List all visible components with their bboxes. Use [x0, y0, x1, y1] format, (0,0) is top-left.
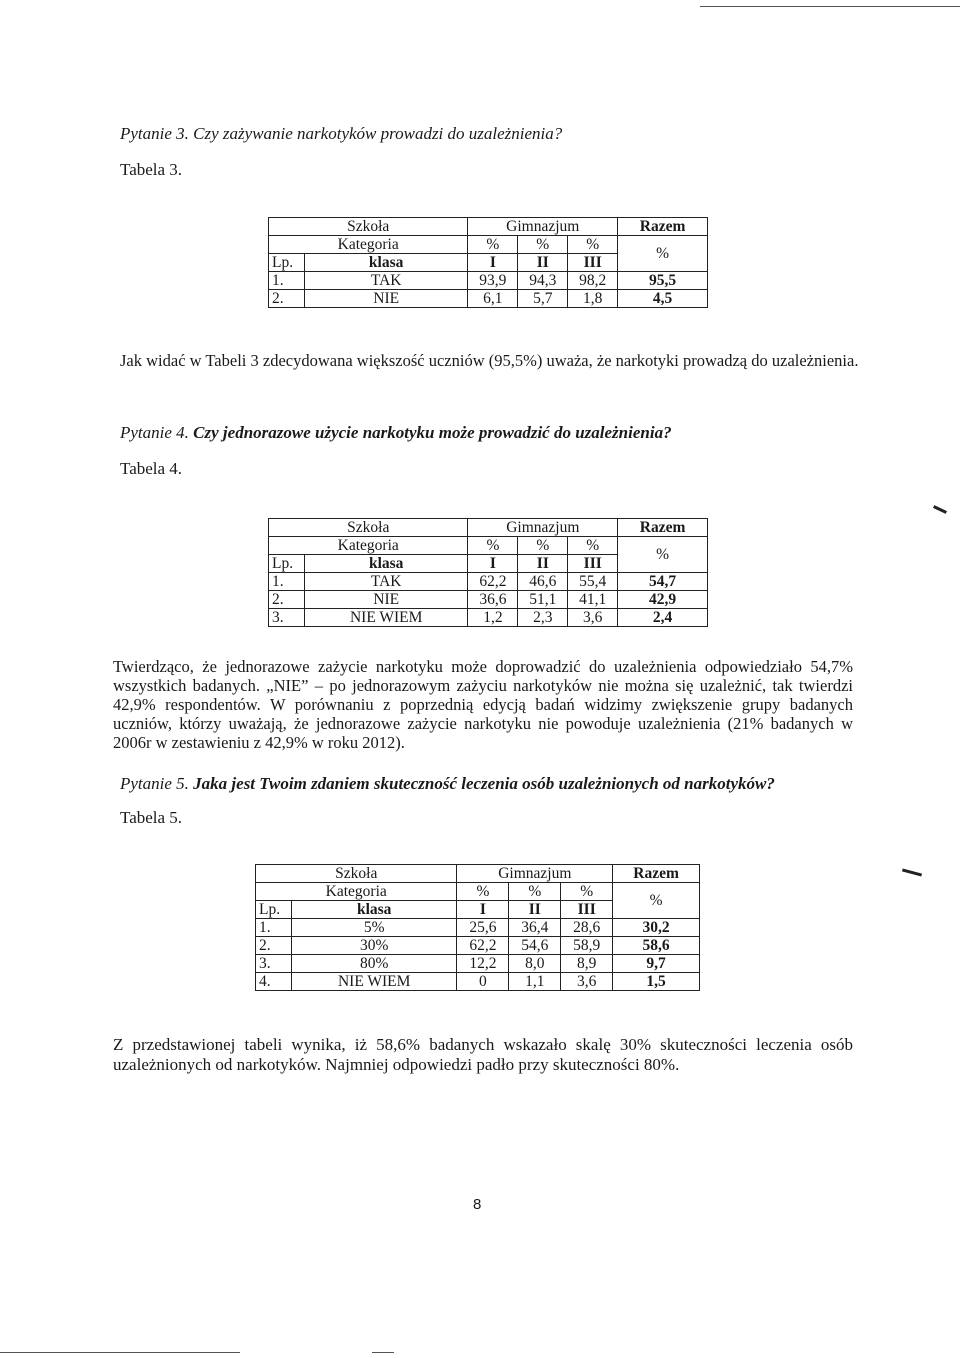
header-razem-pct: % [618, 537, 708, 573]
scan-mark [902, 868, 922, 876]
row-value: 51,1 [518, 591, 568, 609]
row-lp: 2. [256, 937, 292, 955]
row-value: 98,2 [568, 272, 618, 290]
row-label: 30% [291, 937, 457, 955]
table-3-comment: Jak widać w Tabeli 3 zdecydowana większość uczniów (95,5%) uważa, że narkotyki prowadzą do uzależnienia. [120, 351, 859, 370]
header-pct-2: % [509, 883, 561, 901]
header-class-1: I [468, 555, 518, 573]
row-label: NIE WIEM [291, 973, 457, 991]
scan-mark [933, 505, 947, 514]
row-lp: 2. [269, 290, 305, 308]
row-lp: 3. [256, 955, 292, 973]
header-lp: Lp. [269, 555, 305, 573]
page-number: 8 [473, 1196, 482, 1213]
header-pct-1: % [468, 236, 518, 254]
header-pct-1: % [468, 537, 518, 555]
header-klasa: klasa [304, 254, 467, 272]
row-value: 6,1 [468, 290, 518, 308]
header-szkola: Szkoła [256, 865, 457, 883]
row-value: 0 [457, 973, 509, 991]
header-class-3: III [568, 555, 618, 573]
scan-edge-bottom [372, 1352, 394, 1353]
row-value: 1,8 [568, 290, 618, 308]
question-3-heading [120, 124, 562, 144]
row-total: 95,5 [618, 272, 708, 290]
header-razem: Razem [613, 865, 700, 883]
row-label: NIE [304, 290, 467, 308]
row-total: 2,4 [618, 609, 708, 627]
header-kategoria: Kategoria [269, 537, 468, 555]
row-value: 25,6 [457, 919, 509, 937]
row-total: 9,7 [613, 955, 700, 973]
header-class-1: I [468, 254, 518, 272]
table-3 [268, 217, 708, 308]
row-value: 36,6 [468, 591, 518, 609]
header-klasa: klasa [291, 901, 457, 919]
row-lp: 1. [256, 919, 292, 937]
header-class-1: I [457, 901, 509, 919]
row-lp: 2. [269, 591, 305, 609]
header-razem: Razem [618, 218, 708, 236]
row-value: 1,1 [509, 973, 561, 991]
row-total: 4,5 [618, 290, 708, 308]
row-lp: 1. [269, 573, 305, 591]
row-value: 5,7 [518, 290, 568, 308]
table-row [256, 919, 700, 937]
table-row [269, 591, 708, 609]
header-razem-pct: % [618, 236, 708, 272]
header-gimnazjum: Gimnazjum [468, 519, 618, 537]
table-4 [268, 518, 708, 627]
row-value: 93,9 [468, 272, 518, 290]
header-class-3: III [568, 254, 618, 272]
header-class-2: II [509, 901, 561, 919]
header-pct-3: % [568, 537, 618, 555]
question-5-heading [120, 774, 775, 794]
row-value: 94,3 [518, 272, 568, 290]
header-lp: Lp. [256, 901, 292, 919]
header-pct-3: % [568, 236, 618, 254]
header-class-2: II [518, 254, 568, 272]
row-value: 3,6 [568, 609, 618, 627]
table-row [269, 573, 708, 591]
row-value: 8,9 [561, 955, 613, 973]
row-value: 28,6 [561, 919, 613, 937]
header-class-2: II [518, 555, 568, 573]
table-row [256, 973, 700, 991]
row-value: 1,2 [468, 609, 518, 627]
table-row [269, 272, 708, 290]
row-total: 58,6 [613, 937, 700, 955]
header-gimnazjum: Gimnazjum [468, 218, 618, 236]
row-value: 12,2 [457, 955, 509, 973]
row-value: 62,2 [468, 573, 518, 591]
header-szkola: Szkoła [269, 519, 468, 537]
question-prefix: Pytanie 4. [120, 423, 189, 442]
row-value: 58,9 [561, 937, 613, 955]
row-value: 54,6 [509, 937, 561, 955]
table-5-label: Tabela 5. [120, 808, 183, 827]
header-lp: Lp. [269, 254, 305, 272]
question-text: Czy jednorazowe użycie narkotyku może prowadzić do uzależnienia? [193, 423, 672, 442]
row-label: 80% [291, 955, 457, 973]
header-kategoria: Kategoria [269, 236, 468, 254]
table-5 [255, 864, 700, 991]
row-lp: 1. [269, 272, 305, 290]
table-row [269, 290, 708, 308]
table-row [256, 937, 700, 955]
header-class-3: III [561, 901, 613, 919]
scan-edge-top [700, 6, 960, 7]
row-lp: 3. [269, 609, 305, 627]
header-gimnazjum: Gimnazjum [457, 865, 613, 883]
row-value: 2,3 [518, 609, 568, 627]
row-total: 54,7 [618, 573, 708, 591]
table-4-label: Tabela 4. [120, 459, 183, 478]
row-total: 1,5 [613, 973, 700, 991]
header-razem-pct: % [613, 883, 700, 919]
row-value: 36,4 [509, 919, 561, 937]
question-text: Czy zażywanie narkotyków prowadzi do uzależnienia? [193, 124, 563, 143]
header-pct-3: % [561, 883, 613, 901]
question-4-heading [120, 423, 672, 443]
header-pct-2: % [518, 236, 568, 254]
row-value: 62,2 [457, 937, 509, 955]
table-5-comment: Z przedstawionej tabeli wynika, iż 58,6% badanych wskazało skalę 30% skuteczności leczenia osób uzależnionych od narkotyków. Najmniej odpowiedzi padło przy skuteczności 80%. [113, 1035, 853, 1074]
row-label: TAK [304, 272, 467, 290]
row-value: 8,0 [509, 955, 561, 973]
header-pct-1: % [457, 883, 509, 901]
row-value: 41,1 [568, 591, 618, 609]
row-label: TAK [304, 573, 468, 591]
scan-edge-bottom [0, 1352, 240, 1353]
table-row [256, 955, 700, 973]
table-row [269, 609, 708, 627]
header-pct-2: % [518, 537, 568, 555]
row-label: NIE WIEM [304, 609, 468, 627]
header-kategoria: Kategoria [256, 883, 457, 901]
row-total: 30,2 [613, 919, 700, 937]
header-razem: Razem [618, 519, 708, 537]
row-label: 5% [291, 919, 457, 937]
row-total: 42,9 [618, 591, 708, 609]
question-prefix: Pytanie 5. [120, 774, 189, 793]
row-lp: 4. [256, 973, 292, 991]
question-prefix: Pytanie 3. [120, 124, 189, 143]
table-4-comment: Twierdząco, że jednorazowe zażycie narkotyku może doprowadzić do uzależnienia odpowiedziało 54,7% wszystkich badanych. „NIE” – po jednorazowym zażyciu narkotyków nie można się uzależnić, tak twierdzi 42,9% respondentów. W porównaniu z poprzednią edycją badań widzimy zwiększenie grupy badanych uczniów, którzy uważają, że jednorazowe zażycie narkotyku nie powoduje uzależnienia (21% badanych w 2006r w zestawieniu z 42,9% w roku 2012). [113, 657, 853, 752]
question-text: Jaka jest Twoim zdaniem skuteczność leczenia osób uzależnionych od narkotyków? [193, 774, 775, 793]
row-value: 3,6 [561, 973, 613, 991]
row-value: 46,6 [518, 573, 568, 591]
row-label: NIE [304, 591, 468, 609]
table-3-label: Tabela 3. [120, 160, 183, 179]
row-value: 55,4 [568, 573, 618, 591]
header-szkola: Szkoła [269, 218, 468, 236]
header-klasa: klasa [304, 555, 468, 573]
